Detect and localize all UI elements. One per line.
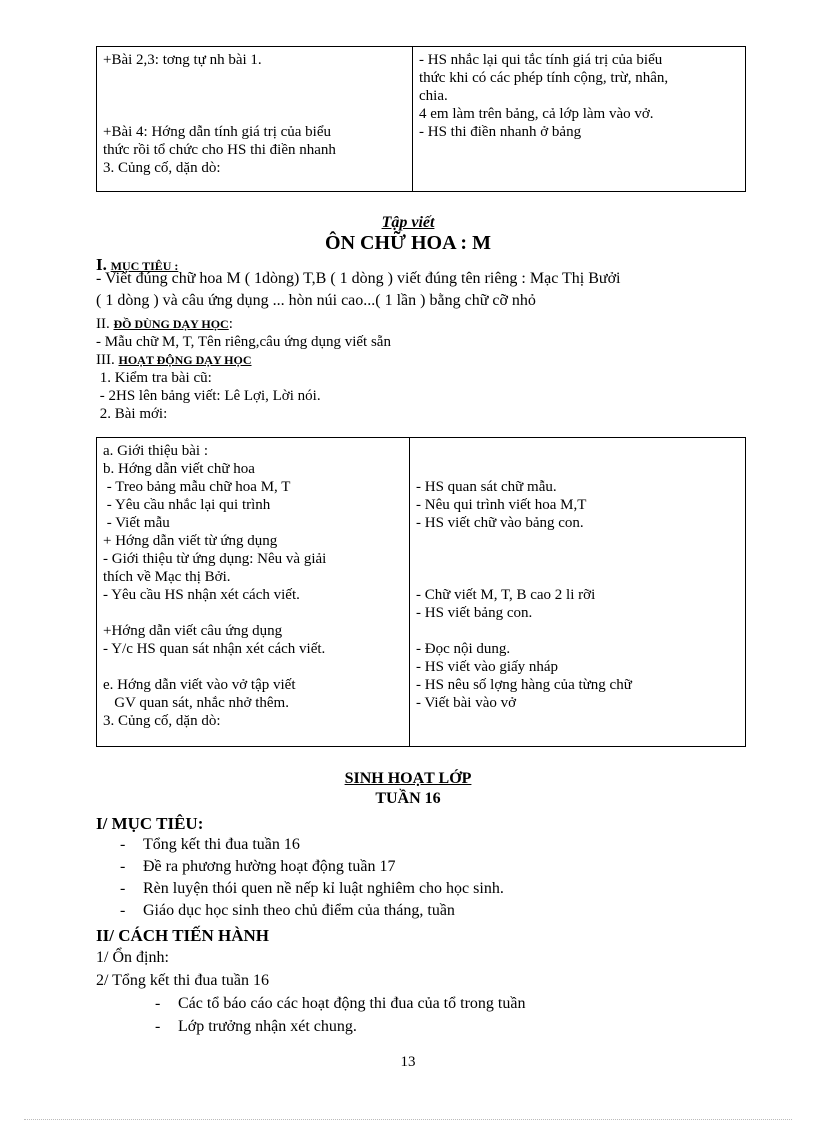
table-line: - Viết mẫu [103,515,170,531]
section-heading-procedure: II/ CÁCH TIẾN HÀNH [96,926,270,945]
list-item-text: Rèn luyện thói quen nề nếp kỉ luật nghiêm cho học sinh. [143,880,504,897]
table-line: - Y/c HS quan sát nhận xét cách viết. [103,641,326,657]
subject-heading: Tập viết [381,214,435,231]
objective-line: ( 1 dòng ) và câu ứng dụng ... hòn núi cao...( 1 lần ) bằng chữ cỡ nhỏ [96,292,536,309]
activity-line: - 2HS lên bảng viết: Lê Lợi, Lời nói. [96,388,321,404]
table-line: - HS quan sát chữ mẫu. [416,479,557,495]
activity-table-writing [96,437,746,747]
bullet: - [155,1018,161,1035]
section-number: II. [96,316,110,332]
table-line: - HS viết vào giấy nháp [416,659,559,675]
table-line: - Nêu qui trình viết hoa M,T [416,497,587,513]
table-line: - Yêu cầu nhắc lại qui trình [103,497,271,513]
objective-line: - Viết đúng chữ hoa M ( 1dòng) T,B ( 1 dòng ) viết đúng tên riêng : Mạc Thị Bưởi [96,270,621,287]
teacher-activity-cell [97,438,410,747]
procedure-list [0,995,816,1041]
table-line: thức rồi tổ chức cho HS thi điền nhanh [103,142,336,158]
list-item-text: Đề ra phương hường hoạt động tuần 17 [143,858,396,875]
bullet: - [155,995,161,1012]
section-colon: : [228,316,233,332]
page-number: 13 [400,1054,416,1070]
section-heading-materials [96,316,233,333]
page-edge-divider [24,1119,792,1120]
table-line: - HS viết bảng con. [416,605,533,621]
table-line: +Bài 2,3: tơng tự nh bài 1. [103,52,262,68]
list-item-text: Các tổ báo cáo các hoạt động thi đua của tổ trong tuần [178,995,526,1012]
table-line: thức khi có các phép tính cộng, trừ, nhân, [419,70,669,86]
activity-line: 2. Bài mới: [96,406,168,422]
table-line: thích về Mạc thị Bởi. [103,569,231,585]
table-line: - Đọc nội dung. [416,641,511,657]
table-line: 4 em làm trên bảng, cả lớp làm vào vở. [419,106,654,122]
section-title: MỤC TIÊU : [110,259,179,273]
table-line: +Hớng dẫn viết câu ứng dụng [103,623,283,639]
section-number: I. [96,255,107,274]
lesson-title: ÔN CHỮ HOA : M [325,232,491,254]
section-title: HOẠT ĐỘNG DẠY HỌC [118,353,252,367]
table-line: - HS thi điền nhanh ở bảng [419,124,582,140]
table-line: - HS nêu số lợng hàng của từng chữ [416,677,632,693]
student-activity-cell [413,47,746,192]
section-title: ĐỒ DÙNG DẠY HỌC [113,317,229,331]
procedure-step: 1/ Ổn định: [96,949,169,966]
table-line: - Viết bài vào vở [416,695,517,711]
bullet: - [120,858,126,875]
table-line: b. Hớng dẫn viết chữ hoa [103,461,255,477]
table-line: a. Giới thiệu bài : [103,443,208,459]
list-item-text: Giáo dục học sinh theo chủ điểm của tháng, tuần [143,902,455,919]
table-line: - Chữ viết M, T, B cao 2 li rỡi [416,587,596,603]
class-activity-title: SINH HOẠT LỚP [344,770,472,787]
list-item-text: Lớp trưởng nhận xét chung. [178,1018,357,1035]
bullet: - [120,880,126,897]
section-number: III. [96,352,115,368]
activity-table-top [96,46,746,192]
bullet: - [120,836,126,853]
table-line: + Hớng dẫn viết từ ứng dụng [103,533,278,549]
table-line: - Yêu cầu HS nhận xét cách viết. [103,587,300,603]
list-item-text: Tổng kết thi đua tuần 16 [143,836,300,853]
table-line: - Giới thiệu từ ứng dụng: Nêu và giải [103,551,327,567]
section-heading-goals: I/ MỤC TIÊU: [96,814,204,833]
table-line: GV quan sát, nhắc nhở thêm. [103,695,289,711]
section-heading-activities [96,352,252,369]
table-line: - HS nhắc lại qui tắc tính giá trị của biểu [419,52,663,68]
table-line: chia. [419,88,448,104]
table-line: 3. Củng cố, dặn dò: [103,713,221,729]
table-line: - HS viết chữ vào bảng con. [416,515,584,531]
goals-list [0,836,816,926]
table-line: e. Hớng dẫn viết vào vở tập viết [103,677,296,693]
week-title: TUẦN 16 [375,790,441,807]
table-line: - Treo bảng mẫu chữ hoa M, T [103,479,291,495]
activity-line: 1. Kiểm tra bài cũ: [96,370,212,386]
teacher-activity-cell [97,47,413,192]
table-line: 3. Củng cố, dặn dò: [103,160,221,176]
materials-line: - Mẫu chữ M, T, Tên riêng,câu ứng dụng viết sẵn [96,334,391,350]
table-line: +Bài 4: Hớng dẫn tính giá trị của biểu [103,124,332,140]
procedure-step: 2/ Tổng kết thi đua tuần 16 [96,972,270,989]
bullet: - [120,902,126,919]
student-activity-cell [410,438,746,747]
